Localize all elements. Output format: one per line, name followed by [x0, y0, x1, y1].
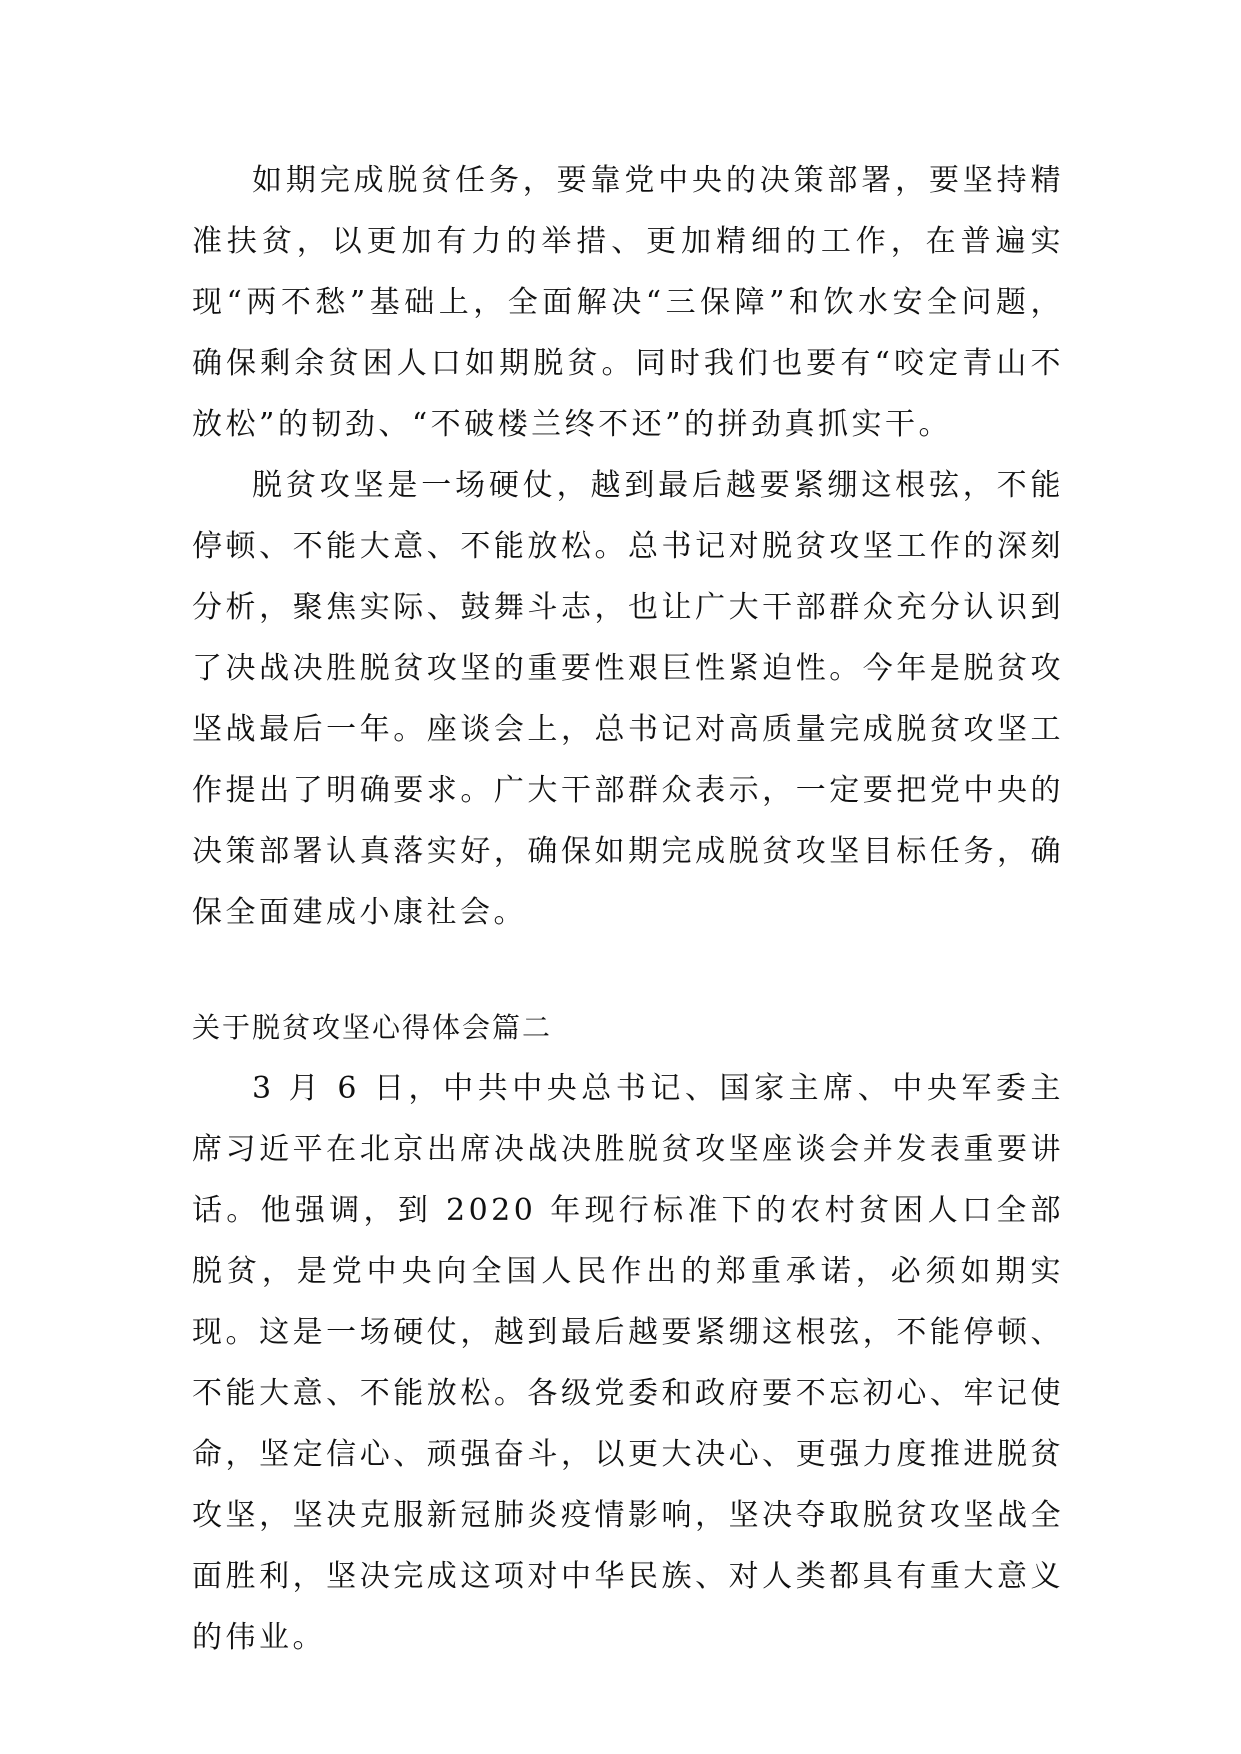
paragraph-1: 如期完成脱贫任务，要靠党中央的决策部署，要坚持精准扶贫，以更加有力的举措、更加精细的工作，在普遍实现“两不愁”基础上，全面解决“三保障”和饮水安全问题，确保剩余贫困人口如期脱贫。同时我们也要有“咬定青山不放松”的韧劲、“不破楼兰终不还”的拼劲真抓实干。 [192, 163, 1064, 442]
section-heading: 关于脱贫攻坚心得体会篇二 [192, 1011, 553, 1044]
paragraph-3: 3 月 6 日，中共中央总书记、国家主席、中央军委主席习近平在北京出席决战决胜脱贫攻坚座谈会并发表重要讲话。他强调，到 2020 年现行标准下的农村贫困人口全部脱贫，是党中央向全国人民作出的郑重承诺，必须如期实现。这是一场硬仗，越到最后越要紧绷这根弦，不能停顿、不能大意、不能放松。各级党委和政府要不忘初心、牢记使命，坚定信心、顽强奋斗，以更大决心、更强力度推进脱贫攻坚，坚决克服新冠肺炎疫情影响，坚决夺取脱贫攻坚战全面胜利，坚决完成这项对中华民族、对人类都具有重大意义的伟业。 [192, 1071, 1064, 1655]
document-body [192, 150, 1064, 1668]
paragraph-2: 脱贫攻坚是一场硬仗，越到最后越要紧绷这根弦，不能停顿、不能大意、不能放松。总书记对脱贫攻坚工作的深刻分析，聚焦实际、鼓舞斗志，也让广大干部群众充分认识到了决战决胜脱贫攻坚的重要性艰巨性紧迫性。今年是脱贫攻坚战最后一年。座谈会上，总书记对高质量完成脱贫攻坚工作提出了明确要求。广大干部群众表示，一定要把党中央的决策部署认真落实好，确保如期完成脱贫攻坚目标任务，确保全面建成小康社会。 [192, 468, 1064, 930]
